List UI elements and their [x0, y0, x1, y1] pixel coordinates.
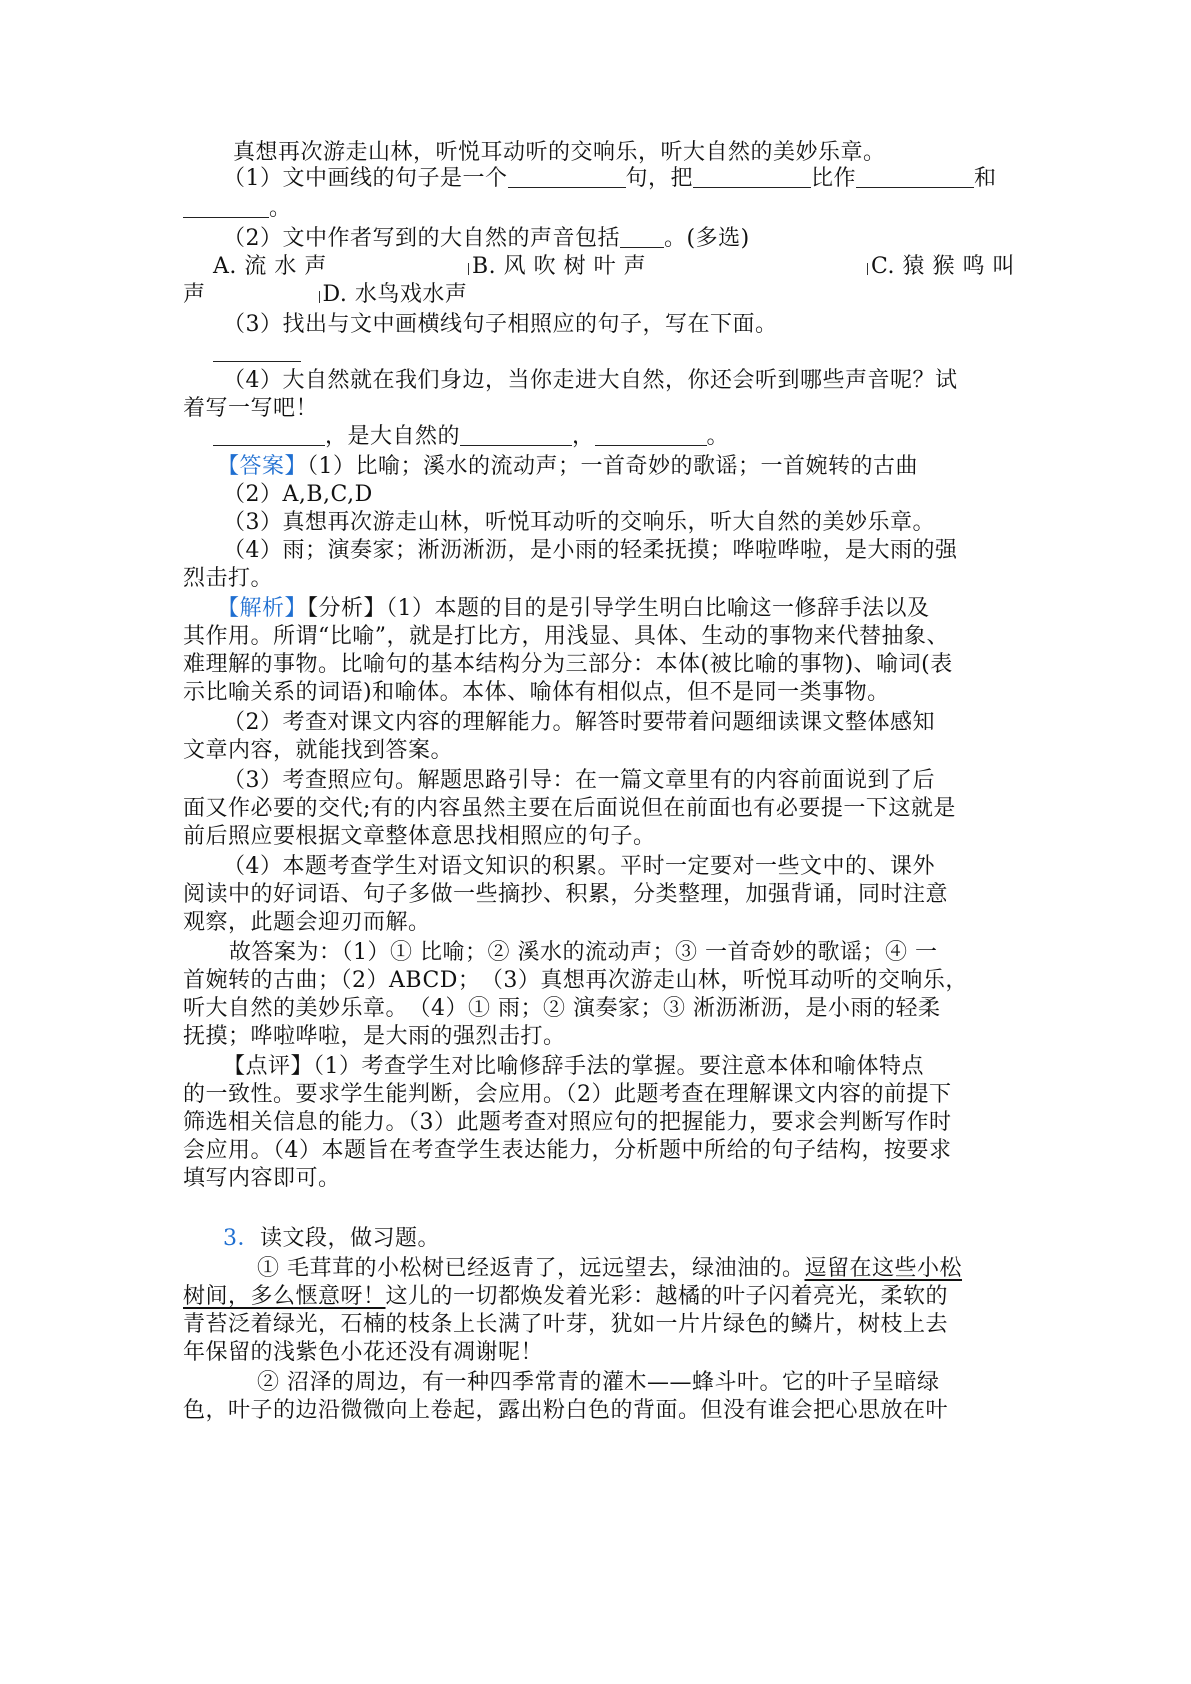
analysis-line: 难理解的事物。比喻句的基本结构分为三部分：本体(被比喻的事物)、喻词(表: [183, 652, 953, 677]
answer-4-cont: 烈击打。: [183, 566, 274, 591]
analysis-line: 前后照应要根据文章整体意思找相照应的句子。: [183, 824, 656, 849]
final-answer-line: 抚摸；哗啦哗啦，是大雨的强烈击打。: [183, 1024, 566, 1049]
question-1-cont: 。: [183, 194, 292, 224]
analysis-line: 观察，此题会迎刃而解。: [183, 910, 431, 935]
final-answer-line: 首婉转的古曲；（2）ABCD； （3）真想再次游走山林，听悦耳动听的交响乐，: [183, 968, 968, 993]
final-answer: 故答案为：（1）① 比喻；② 溪水的流动声；③ 一首奇妙的歌谣；④ 一: [229, 940, 938, 965]
question-2: （2）文中作者写到的大自然的声音包括 。(多选): [223, 226, 750, 251]
options-row-2: 声 D. 水鸟戏水声: [183, 282, 468, 307]
analysis-line: 面又作必要的交代;有的内容虽然主要在后面说但在前面也有必要提一下这就是: [183, 796, 956, 821]
question-4-blanks: ，是大自然的 ， 。: [213, 422, 729, 452]
comment-line: 筛选相关信息的能力。（3）此题考查对照应句的把握能力，要求会判断写作时: [183, 1110, 952, 1135]
passage-para-2: ② 沼泽的周边，有一种四季常青的灌木——蜂斗叶。它的叶子呈暗绿: [257, 1370, 940, 1395]
answer-1: 【答案】（1）比喻；溪水的流动声；一首奇妙的歌谣；一首婉转的古曲: [217, 454, 919, 479]
analysis-line: 示比喻关系的词语)和喻体。本体、喻体有相似点，但不是同一类事物。: [183, 680, 890, 705]
analysis-line: 阅读中的好词语、句子多做一些摘抄、积累，分类整理，加强背诵，同时注意: [183, 882, 949, 907]
analysis-1: 【解析】【分析】（1）本题的目的是引导学生明白比喻这一修辞手法以及: [217, 596, 930, 621]
option-a: A. 流 水 声: [213, 254, 327, 279]
option-b: B. 风 吹 树 叶 声: [465, 252, 646, 282]
question-4-cont: 着写一写吧！: [183, 396, 319, 421]
question-3: （3）找出与文中画横线句子相照应的句子，写在下面。: [223, 312, 778, 337]
comment-line: 的一致性。要求学生能判断，会应用。（2）此题考查在理解课文内容的前提下: [183, 1082, 952, 1107]
option-d: D. 水鸟戏水声: [322, 282, 468, 307]
comment-line: 填写内容即可。: [183, 1166, 341, 1191]
passage-para-1: ① 毛茸茸的小松树已经返青了，远远望去，绿油油的。逗留在这些小松: [257, 1256, 963, 1281]
comment-1: 【点评】（1）考查学生对比喻修辞手法的掌握。要注意本体和喻体特点: [223, 1054, 924, 1079]
passage-line: 色，叶子的边沿微微向上卷起，露出粉白色的背面。但没有谁会把心思放在叶: [183, 1398, 949, 1423]
section-3-heading: 3．读文段，做习题。: [223, 1226, 441, 1251]
passage-line: 青苔泛着绿光，石楠的枝条上长满了叶芽，犹如一片片绿色的鳞片，树枝上去: [183, 1312, 949, 1337]
answer-3: （3）真想再次游走山林，听悦耳动听的交响乐，听大自然的美妙乐章。: [223, 510, 935, 535]
analysis-line: 文章内容，就能找到答案。: [183, 738, 454, 763]
option-c: C. 猿 猴 鸣 叫: [787, 252, 1015, 282]
analysis-3: （3）考查照应句。解题思路引导：在一篇文章里有的内容前面说到了后: [223, 768, 935, 793]
analysis-line: 其作用。所谓“比喻”，就是打比方，用浅显、具体、生动的事物来代替抽象、: [183, 624, 949, 649]
passage-line: 树间，多么惬意呀！这儿的一切都焕发着光彩：越橘的叶子闪着亮光，柔软的: [183, 1284, 949, 1309]
underlined-sentence: 逗留在这些小松: [804, 1256, 963, 1281]
final-answer-line: 听大自然的美妙乐章。 （4）① 雨；② 演奏家；③ 淅沥淅沥，是小雨的轻柔: [183, 996, 941, 1021]
passage-line: 年保留的浅紫色小花还没有凋谢呢！: [183, 1340, 544, 1365]
answer-tag: 【答案】: [217, 454, 308, 479]
analysis-4: （4）本题考查学生对语文知识的积累。平时一定要对一些文中的、课外: [223, 854, 935, 879]
question-4: （4）大自然就在我们身边，当你走进大自然，你还会听到哪些声音呢？试: [223, 368, 958, 393]
analysis-tag: 【解析】: [217, 596, 308, 621]
underlined-sentence: 树间，多么惬意呀！: [183, 1284, 386, 1309]
comment-line: 会应用。（4）本题旨在考查学生表达能力，分析题中所给的句子结构，按要求: [183, 1138, 952, 1163]
section-number: 3．: [223, 1226, 260, 1251]
answer-2: （2）A,B,C,D: [223, 482, 373, 507]
answer-4: （4）雨；演奏家；淅沥淅沥，是小雨的轻柔抚摸；哗啦哗啦，是大雨的强: [223, 538, 958, 563]
answer-blank: [213, 338, 301, 368]
text-line: 真想再次游走山林，听悦耳动听的交响乐，听大自然的美妙乐章。: [233, 140, 886, 165]
options-row: [213, 252, 1015, 282]
analysis-2: （2）考查对课文内容的理解能力。解答时要带着问题细读课文整体感知: [223, 710, 935, 735]
question-1: （1）文中画线的句子是一个 句，把 比作 和: [223, 166, 997, 191]
